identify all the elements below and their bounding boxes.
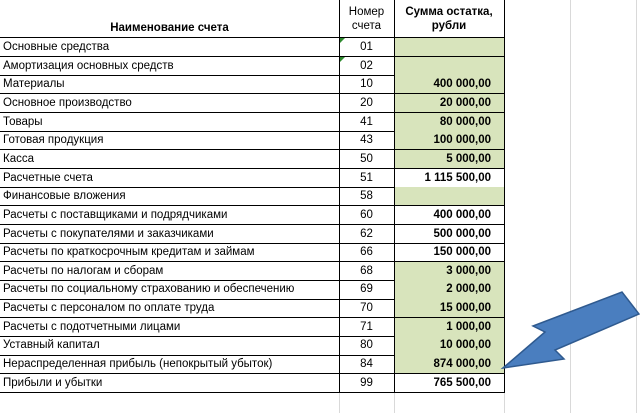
column-header-number-line2: счета — [351, 19, 382, 32]
account-number-cell[interactable]: 51 — [360, 171, 373, 184]
account-name-cell[interactable]: Расчеты с поставщиками и подрядчиками — [3, 208, 228, 221]
account-name-cell[interactable]: Товары — [3, 115, 43, 128]
account-number-cell[interactable]: 02 — [360, 59, 373, 72]
account-name-cell[interactable]: Финансовые вложения — [3, 190, 126, 203]
account-number-cell[interactable]: 84 — [360, 358, 373, 371]
column-header-name[interactable]: Наименование счета — [110, 22, 229, 34]
account-number-cell[interactable]: 62 — [360, 227, 373, 240]
account-name-cell[interactable]: Уставный капитал — [3, 339, 100, 352]
account-number-cell[interactable]: 20 — [360, 96, 373, 109]
account-number-cell[interactable]: 60 — [360, 208, 373, 221]
account-number-cell[interactable]: 50 — [360, 152, 373, 165]
account-name-cell[interactable]: Расчеты по краткосрочным кредитам и займам — [3, 246, 255, 259]
account-name-cell[interactable]: Нераспределенная прибыль (непокрытый убыток) — [3, 358, 273, 371]
account-name-cell[interactable]: Основное производство — [3, 96, 132, 109]
balance-sum-cell[interactable]: 765 500,00 — [433, 376, 491, 389]
account-number-cell[interactable]: 58 — [360, 190, 373, 203]
account-name-cell[interactable]: Готовая продукция — [3, 134, 104, 147]
account-name-cell[interactable]: Прибыли и убытки — [3, 376, 103, 389]
balance-sum-cell[interactable]: 500 000,00 — [433, 227, 491, 240]
column-header-sum-line1: Сумма остатка, — [405, 5, 493, 18]
account-number-cell[interactable]: 71 — [360, 320, 373, 333]
arrow-shape — [503, 292, 639, 368]
account-name-cell[interactable]: Расчеты по налогам и сборам — [3, 264, 164, 277]
balance-sum-cell[interactable]: 874 000,00 — [394, 355, 504, 374]
account-name-cell[interactable]: Касса — [3, 152, 34, 165]
account-name-cell[interactable]: Расчеты по социальному страхованию и обеспечению — [3, 283, 295, 296]
account-name-cell[interactable]: Материалы — [3, 78, 65, 91]
balance-sum-cell[interactable]: 400 000,00 — [433, 208, 491, 221]
account-number-cell[interactable]: 70 — [360, 302, 373, 315]
column-header-sum-line2: рубли — [431, 19, 467, 32]
balance-sum-cell[interactable]: 400 000,00 — [394, 75, 504, 94]
account-name-cell[interactable]: Расчеты с персоналом по оплате труда — [3, 302, 215, 315]
balance-sum-cell[interactable]: 15 000,00 — [394, 299, 504, 318]
balance-sum-cell[interactable]: 1 000,00 — [394, 318, 504, 337]
balance-sum-cell[interactable]: 2 000,00 — [394, 280, 504, 299]
account-number-cell[interactable]: 10 — [360, 78, 373, 91]
balance-sum-cell[interactable]: 1 115 500,00 — [424, 171, 491, 184]
balance-sum-cell[interactable]: 10 000,00 — [394, 336, 504, 355]
column-header-number-line1: Номер — [348, 5, 385, 18]
account-name-cell[interactable]: Амортизация основных средств — [3, 59, 174, 72]
account-number-cell[interactable]: 68 — [360, 264, 373, 277]
account-number-cell[interactable]: 99 — [360, 376, 373, 389]
account-number-cell[interactable]: 69 — [360, 283, 373, 296]
account-number-cell[interactable]: 01 — [360, 41, 373, 53]
balance-sum-cell[interactable]: 150 000,00 — [433, 246, 491, 259]
balance-sum-cell[interactable]: 5 000,00 — [394, 150, 504, 169]
account-name-cell[interactable]: Расчетные счета — [3, 171, 93, 184]
account-name-cell[interactable]: Расчеты с покупателями и заказчиками — [3, 227, 214, 240]
balance-sum-cell[interactable]: 80 000,00 — [394, 113, 504, 132]
account-number-cell[interactable]: 66 — [360, 246, 373, 259]
account-name-cell[interactable]: Расчеты с подотчетными лицами — [3, 320, 181, 333]
balance-sum-cell[interactable]: 3 000,00 — [394, 262, 504, 281]
balance-sum-cell[interactable]: 100 000,00 — [394, 131, 504, 150]
account-name-cell[interactable]: Основные средства — [3, 41, 110, 53]
balance-sum-cell[interactable]: 20 000,00 — [394, 94, 504, 113]
account-number-cell[interactable]: 41 — [360, 115, 373, 128]
account-number-cell[interactable]: 43 — [360, 134, 373, 147]
account-number-cell[interactable]: 80 — [360, 339, 373, 352]
